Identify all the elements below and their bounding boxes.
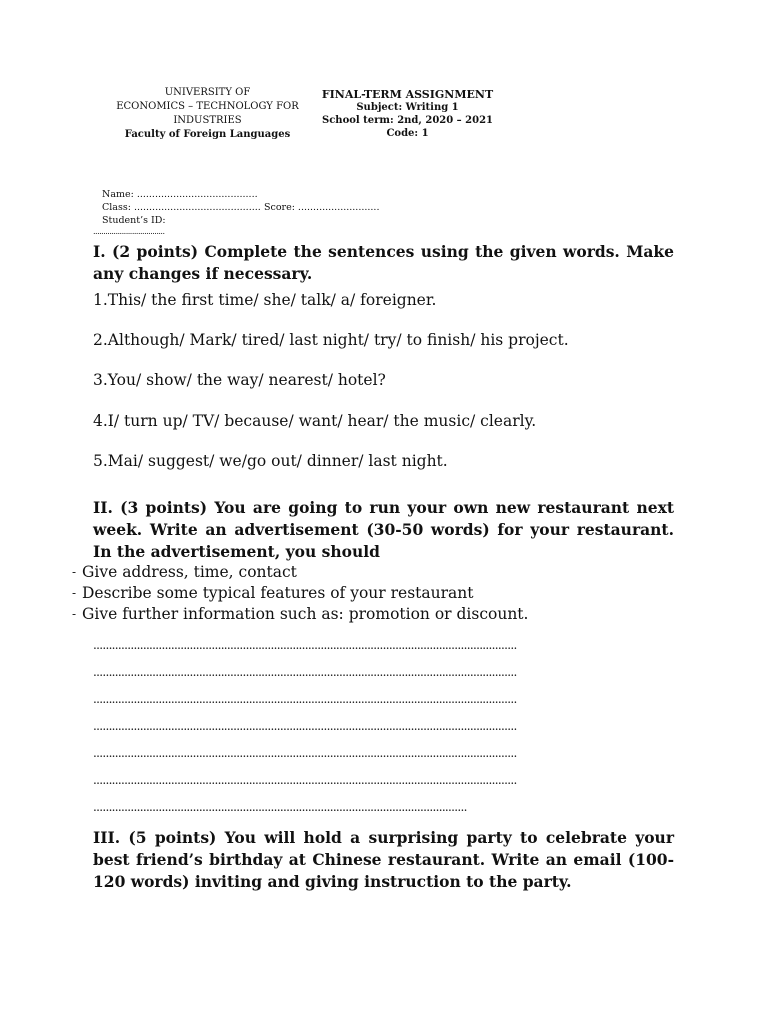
section1-question-2: 2.Although/ Mark/ tired/ last night/ try/ to finish/ his project. — [93, 331, 569, 349]
section1-question-3: 3.You/ show/ the way/ nearest/ hotel? — [93, 371, 386, 389]
dash-icon: - — [72, 586, 77, 600]
bullet-text: Give further information such as: promotion or discount. — [82, 605, 529, 623]
student-id-dots: ................................... — [93, 227, 165, 236]
dash-icon: - — [72, 607, 77, 621]
answer-line[interactable]: ........................................................................................................................................ — [93, 665, 517, 679]
university-name-line2: ECONOMICS – TECHNOLOGY FOR — [116, 101, 299, 112]
bullet-text: Describe some typical features of your restaurant — [82, 584, 474, 602]
university-name-line1: UNIVERSITY OF — [164, 87, 251, 98]
student-class-field: Class: .......................................... — [102, 202, 261, 213]
list-item — [72, 583, 672, 604]
section1-heading: I. (2 points) Complete the sentences using the given words. Make any changes if necessary. — [93, 242, 674, 283]
assignment-title: FINAL-TERM ASSIGNMENT — [321, 88, 494, 101]
answer-line[interactable]: ........................................................................................................................................ — [93, 773, 517, 787]
dash-icon: - — [72, 565, 77, 579]
section2-heading: II. (3 points) You are going to run your own new restaurant next week. Write an advertisement (30-50 words) for your restaurant. In the advertisement, you should — [93, 498, 674, 561]
section1-question-1: 1.This/ the first time/ she/ talk/ a/ foreigner. — [93, 291, 437, 309]
list-item — [72, 604, 672, 625]
answer-line[interactable]: ........................................................................................................................................ — [93, 638, 517, 652]
answer-line[interactable]: ........................................................................................................................................ — [93, 692, 517, 706]
subject: Subject: Writing 1 — [356, 102, 459, 113]
student-name-field: Name: ........................................ — [102, 189, 258, 200]
answer-line[interactable]: ........................................................................................................................ — [93, 800, 467, 814]
section1-question-4: 4.I/ turn up/ TV/ because/ want/ hear/ the music/ clearly. — [93, 412, 537, 430]
bullet-text: Give address, time, contact — [82, 563, 297, 581]
school-term: School term: 2nd, 2020 – 2021 — [321, 115, 493, 126]
score-field: Score: ........................... — [264, 202, 380, 213]
assignment-info-block — [305, 88, 510, 140]
section3-heading: III. (5 points) You will hold a surprising party to celebrate your best friend’s birthday at Chinese restaurant. Write an email (100-120 words) inviting and giving instruction to the party. — [93, 828, 674, 891]
faculty-name: Faculty of Foreign Languages — [124, 129, 291, 140]
answer-line[interactable]: ........................................................................................................................................ — [93, 746, 517, 760]
section1-question-5: 5.Mai/ suggest/ we/go out/ dinner/ last night. — [93, 452, 448, 470]
university-block — [100, 86, 315, 142]
student-id-label: Student’s ID: — [102, 215, 166, 226]
exam-code: Code: 1 — [386, 128, 429, 139]
answer-line[interactable]: ........................................................................................................................................ — [93, 719, 517, 733]
university-name-line3: INDUSTRIES — [173, 115, 242, 126]
section2-bullet-list — [72, 562, 672, 625]
list-item — [72, 562, 672, 583]
answer-area[interactable] — [93, 632, 517, 821]
